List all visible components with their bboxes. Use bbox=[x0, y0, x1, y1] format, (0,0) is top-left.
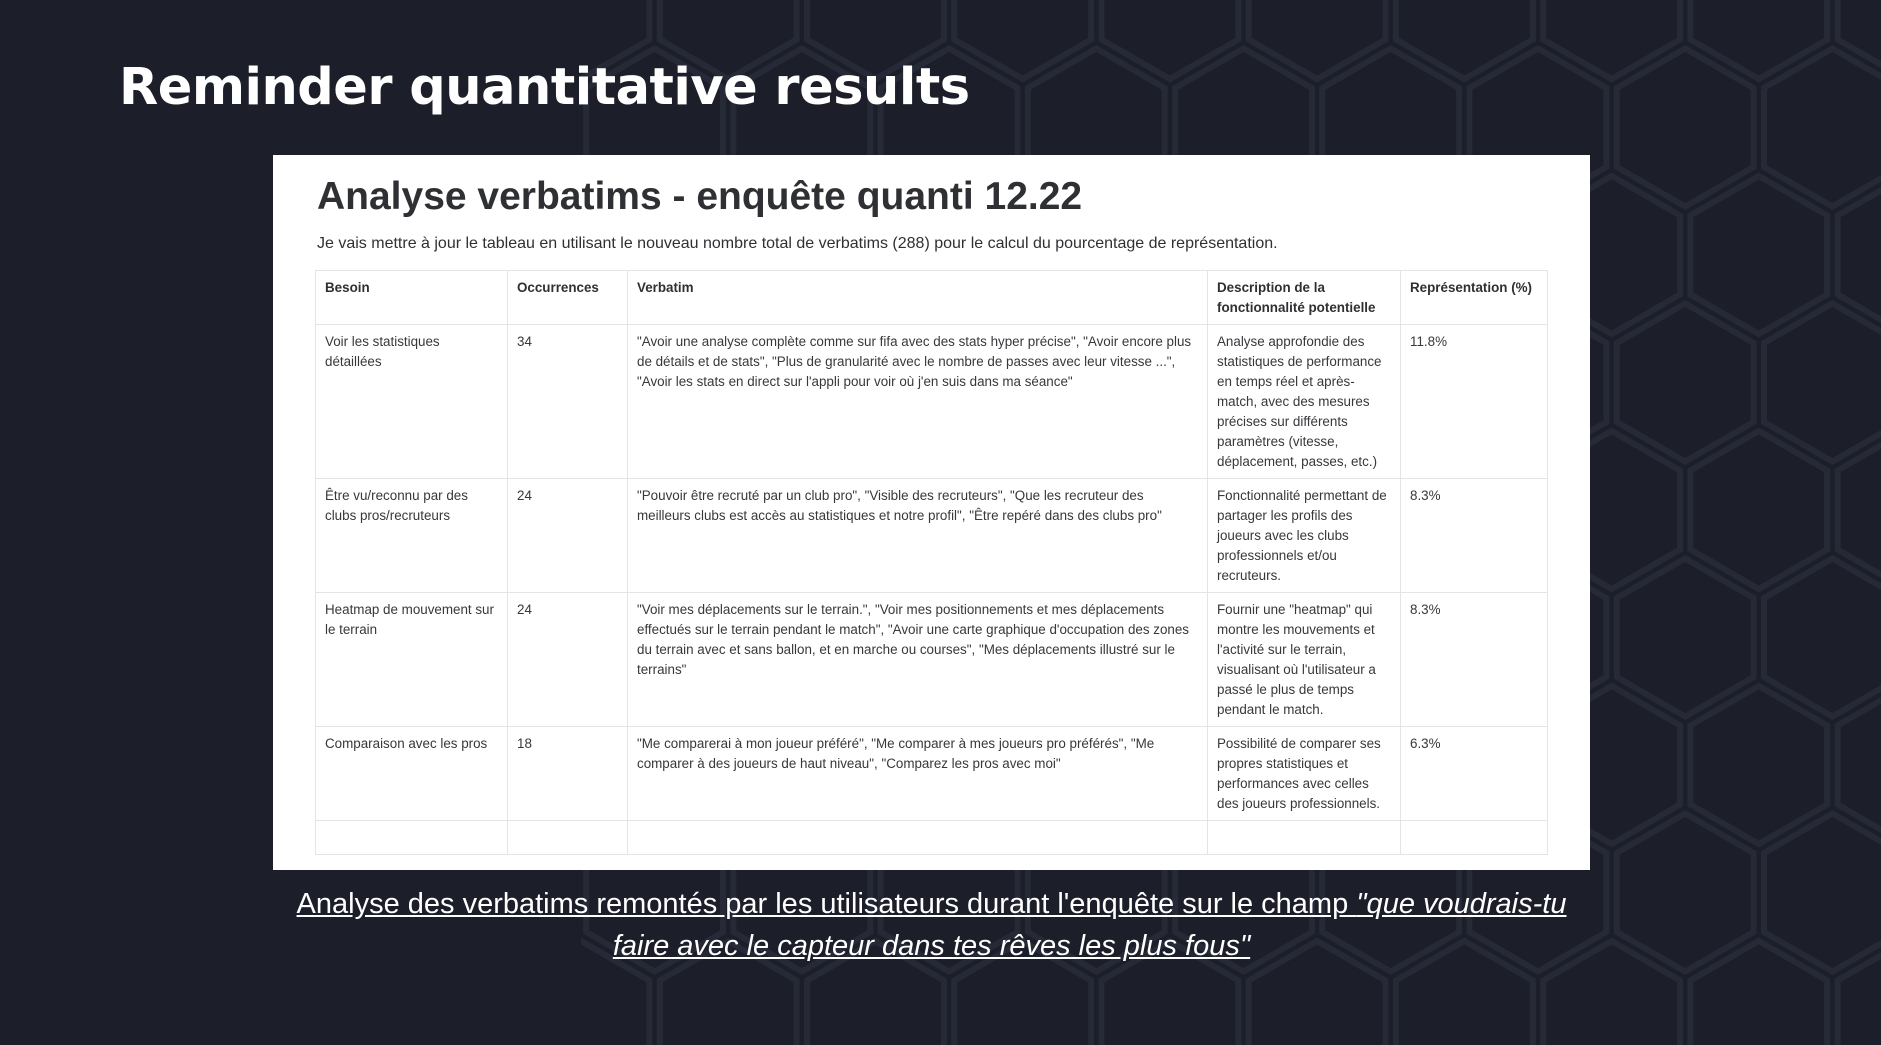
table-row bbox=[316, 479, 1548, 593]
cell-description: Possibilité de comparer ses propres statistiques et performances avec celles des joueurs professionnels. bbox=[1208, 727, 1401, 821]
hexagon-shape bbox=[954, 0, 1091, 79]
table-row-partial bbox=[316, 821, 1548, 855]
cell-occurrences: 18 bbox=[508, 727, 628, 821]
slide-title: Reminder quantitative results bbox=[119, 58, 970, 117]
cell-occurrences: 24 bbox=[508, 479, 628, 593]
hexagon-shape bbox=[1690, 431, 1827, 589]
hexagon-shape bbox=[1690, 0, 1827, 79]
header-representation: Représentation (%) bbox=[1401, 271, 1548, 325]
cell-need: Voir les statistiques détaillées bbox=[316, 325, 508, 479]
cell-need: Être vu/reconnu par des clubs pros/recruteurs bbox=[316, 479, 508, 593]
hexagon-shape bbox=[1764, 49, 1881, 207]
header-verbatim: Verbatim bbox=[628, 271, 1208, 325]
header-need: Besoin bbox=[316, 271, 508, 325]
hexagon-shape bbox=[1617, 49, 1754, 207]
hexagon-shape bbox=[1690, 941, 1827, 1045]
cell-need: Comparaison avec les pros bbox=[316, 727, 508, 821]
hexagon-shape bbox=[1764, 559, 1881, 717]
cell-representation: 8.3% bbox=[1401, 479, 1548, 593]
hexagon-shape bbox=[1764, 814, 1881, 972]
hexagon-shape bbox=[1543, 0, 1680, 79]
hexagon-shape bbox=[1617, 814, 1754, 972]
hexagon-shape bbox=[1838, 686, 1881, 844]
verbatim-table-wrapper bbox=[315, 270, 1547, 855]
hexagon-shape bbox=[1249, 0, 1386, 79]
hexagon-shape bbox=[1838, 176, 1881, 334]
cell-representation: 8.3% bbox=[1401, 593, 1548, 727]
hexagon-shape bbox=[1838, 431, 1881, 589]
cell-verbatim: "Avoir une analyse complète comme sur fifa avec des stats hyper précise", "Avoir encore plus de détails et de stats", "Plus de granularité avec le nombre de passes avec leur vitesse ...", "Avoir les stats en direct sur l'appli pour voir où j'en suis dans ma séance" bbox=[628, 325, 1208, 479]
hexagon-shape bbox=[1838, 0, 1881, 79]
cell-occurrences: 34 bbox=[508, 325, 628, 479]
header-description: Description de la fonctionnalité potentielle bbox=[1208, 271, 1401, 325]
hexagon-shape bbox=[1396, 0, 1533, 79]
table-row bbox=[316, 325, 1548, 479]
table-row bbox=[316, 727, 1548, 821]
hexagon-shape bbox=[1617, 559, 1754, 717]
slide-caption bbox=[273, 883, 1590, 967]
document-title: Analyse verbatims - enquête quanti 12.22 bbox=[317, 175, 1083, 218]
cell-description: Fournir une "heatmap" qui montre les mouvements et l'activité sur le terrain, visualisant où l'utilisateur a passé le plus de temps pendant le match. bbox=[1208, 593, 1401, 727]
caption-text: Analyse des verbatims remontés par les utilisateurs durant l'enquête sur le champ bbox=[296, 888, 1357, 920]
embedded-document-screenshot bbox=[273, 155, 1590, 870]
cell-need: Heatmap de mouvement sur le terrain bbox=[316, 593, 508, 727]
hexagon-shape bbox=[1690, 176, 1827, 334]
header-occurrences: Occurrences bbox=[508, 271, 628, 325]
cell-representation: 6.3% bbox=[1401, 727, 1548, 821]
document-intro: Je vais mettre à jour le tableau en utilisant le nouveau nombre total de verbatims (288) pour le calcul du pourcentage de représentation. bbox=[317, 235, 1278, 252]
hexagon-shape bbox=[1764, 304, 1881, 462]
hexagon-shape bbox=[1838, 941, 1881, 1045]
hexagon-shape bbox=[1690, 686, 1827, 844]
cell-verbatim: "Pouvoir être recruté par un club pro", "Visible des recruteurs", "Que les recruteur des meilleurs clubs est accès au statistiques et notre profil", "Être repéré dans des clubs pro" bbox=[628, 479, 1208, 593]
hexagon-shape bbox=[1102, 0, 1239, 79]
cell-description: Fonctionnalité permettant de partager les profils des joueurs avec les clubs professionnels et/ou recruteurs. bbox=[1208, 479, 1401, 593]
table-row bbox=[316, 593, 1548, 727]
cell-occurrences: 24 bbox=[508, 593, 628, 727]
cell-representation: 11.8% bbox=[1401, 325, 1548, 479]
table-header-row bbox=[316, 271, 1548, 325]
cell-description: Analyse approfondie des statistiques de performance en temps réel et après-match, avec des mesures précises sur différents paramètres (vitesse, déplacement, passes, etc.) bbox=[1208, 325, 1401, 479]
cell-verbatim: "Me comparerai à mon joueur préféré", "Me comparer à mes joueurs pro préférés", "Me comparer à des joueurs de haut niveau", "Comparez les pros avec moi" bbox=[628, 727, 1208, 821]
verbatim-table bbox=[315, 270, 1548, 855]
cell-verbatim: "Voir mes déplacements sur le terrain.", "Voir mes positionnements et mes déplacements effectués sur le terrain pendant le match", "Avoir une carte graphique d'occupation des zones du terrain avec et sans ballon, et en marche ou courses", "Mes déplacements illustré sur le terrains" bbox=[628, 593, 1208, 727]
caption-quote: "que voudrais-tu faire avec le capteur dans tes rêves les plus fous" bbox=[612, 888, 1567, 962]
hexagon-shape bbox=[1617, 304, 1754, 462]
